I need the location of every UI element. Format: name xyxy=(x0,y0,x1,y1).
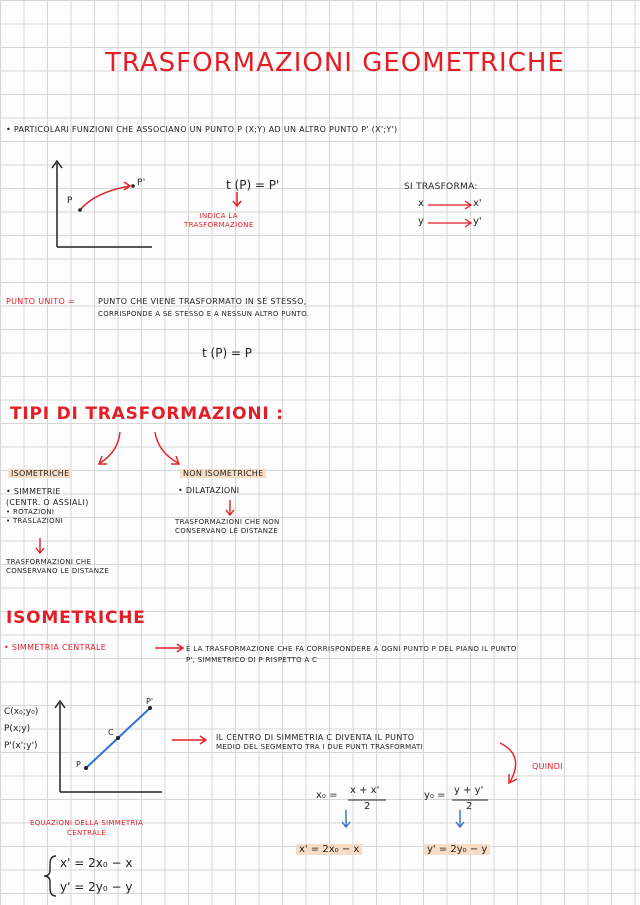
x0-den: 2 xyxy=(364,801,371,812)
indica-note-line2: TRASFORMAZIONE xyxy=(184,221,254,229)
fig2-p-prime-label: P' xyxy=(146,697,154,706)
page-title: TRASFORMAZIONI GEOMETRICHE xyxy=(105,48,565,78)
y0-lhs: y₀ = xyxy=(424,790,446,801)
tipi-heading: TIPI DI TRASFORMAZIONI : xyxy=(10,404,284,424)
y-result: y' = 2y₀ − y xyxy=(424,844,490,855)
centro-note-line2: MEDIO DEL SEGMENTO TRA I DUE PUNTI TRASFORMATI xyxy=(216,743,423,751)
equazioni-eq1: x' = 2x₀ − x xyxy=(60,856,133,870)
formula-tp: t (P) = P xyxy=(202,346,253,360)
indica-note xyxy=(184,212,254,230)
fig2-legend xyxy=(4,704,38,755)
fig2-legend-p: P(x;y) xyxy=(4,724,31,734)
equazioni-label-line2: CENTRALE xyxy=(67,829,106,837)
isometriche-note-line1: TRASFORMAZIONI CHE xyxy=(6,558,92,566)
x0-lhs: x₀ = xyxy=(316,790,338,801)
formula-t: t (P) = P' xyxy=(226,178,280,192)
fig2-legend-p-prime: P'(x';y') xyxy=(4,741,38,751)
simmetria-centrale-label: • SIMMETRIA CENTRALE xyxy=(4,643,107,652)
equazioni-label-line1: EQUAZIONI DELLA SIMMETRIA xyxy=(30,819,144,827)
x0-num: x + x' xyxy=(350,785,380,796)
isometriche-note-line2: CONSERVANO LE DISTANZE xyxy=(6,567,110,575)
isometriche-heading: ISOMETRICHE xyxy=(6,608,146,628)
simmetria-definition xyxy=(186,644,517,666)
centro-note-line1: IL CENTRO DI SIMMETRIA C DIVENTA IL PUNTO xyxy=(216,733,415,742)
intro-text: • PARTICOLARI FUNZIONI CHE ASSOCIANO UN PUNTO P (X;Y) AD UN ALTRO PUNTO P' (X';Y') xyxy=(6,125,398,134)
fig1-p-label: P xyxy=(67,196,73,206)
isometriche-note xyxy=(6,558,109,576)
si-trasforma-to-x: x' xyxy=(473,198,482,209)
isometriche-items xyxy=(6,486,89,526)
punto-unito-line1: PUNTO CHE VIENE TRASFORMATO IN SÉ STESSO, xyxy=(98,297,307,306)
y0-num: y + y' xyxy=(454,785,484,796)
equazioni-eq2: y' = 2y₀ − y xyxy=(60,880,133,894)
isometriche-label: ISOMETRICHE xyxy=(8,469,72,478)
simmetria-definition-line1: È LA TRASFORMAZIONE CHE FA CORRISPONDERE A OGNI PUNTO P DEL PIANO IL PUNTO xyxy=(186,645,517,653)
indica-note-line1: INDICA LA xyxy=(199,212,238,220)
punto-unito-label: PUNTO UNITO = xyxy=(6,297,75,306)
simmetria-definition-line2: P', SIMMETRICO DI P RISPETTO A C xyxy=(186,656,318,664)
non-isometriche-note-line2: CONSERVANO LE DISTANZE xyxy=(175,527,279,535)
fig1-p-prime-label: P' xyxy=(137,178,146,188)
si-trasforma-from-y: y xyxy=(418,216,424,227)
equazioni-label xyxy=(30,818,143,838)
non-isometriche-note xyxy=(175,518,280,536)
fig2-p-label: P xyxy=(76,760,81,769)
non-isometriche-label: NON ISOMETRICHE xyxy=(180,469,266,478)
fig2-legend-c: C(x₀;y₀) xyxy=(4,707,39,717)
isometriche-item-centr: (CENTR. O ASSIALI) xyxy=(6,498,89,507)
punto-unito-line2: CORRISPONDE A SÉ STESSO E A NESSUN ALTRO PUNTO. xyxy=(98,310,310,318)
isometriche-item-rotazioni: • ROTAZIONI xyxy=(6,508,55,516)
non-isometriche-item-dilatazioni: • DILATAZIONI xyxy=(178,486,240,495)
y0-den: 2 xyxy=(466,801,473,812)
fig2-c-label: C xyxy=(108,728,114,737)
non-isometriche-note-line1: TRASFORMAZIONI CHE NON xyxy=(175,518,280,526)
centro-note xyxy=(216,732,423,752)
si-trasforma-heading: SI TRASFORMA: xyxy=(404,182,478,192)
si-trasforma-from-x: x xyxy=(418,198,424,209)
isometriche-item-simmetrie: • SIMMETRIE xyxy=(6,487,61,496)
si-trasforma-to-y: y' xyxy=(473,216,482,227)
isometriche-item-traslazioni: • TRASLAZIONI xyxy=(6,517,63,525)
quindi-label: QUINDI xyxy=(532,762,563,771)
x-result: x' = 2x₀ − x xyxy=(296,844,362,855)
